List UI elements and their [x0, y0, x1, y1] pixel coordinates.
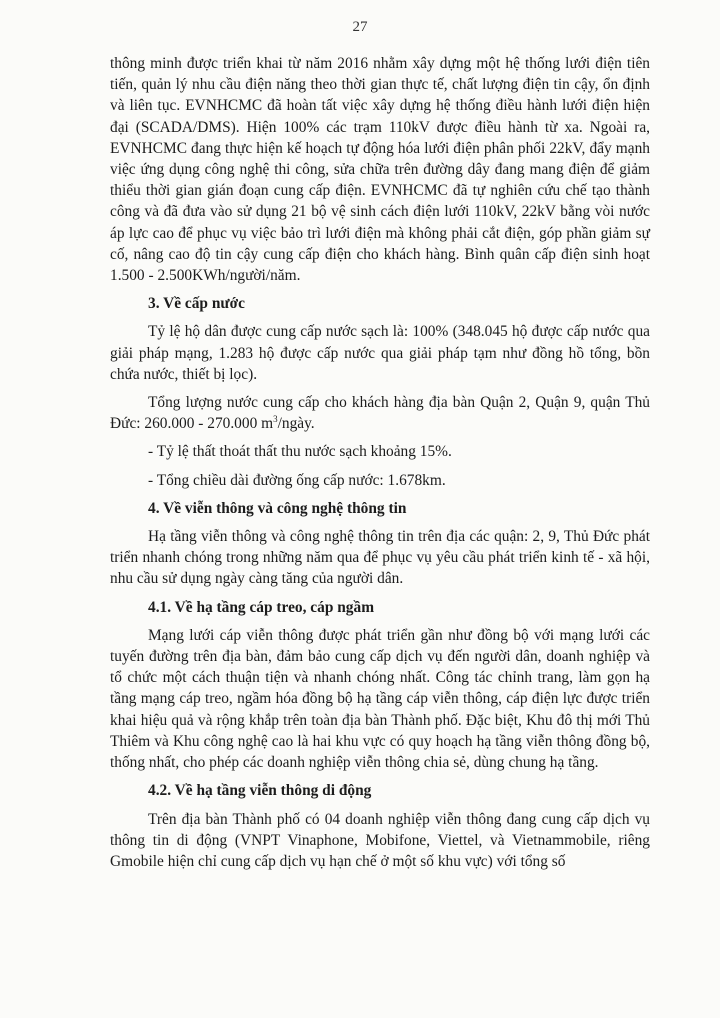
- paragraph-telecom: Hạ tầng viễn thông và công nghệ thông tin trên địa các quận: 2, 9, Thủ Đức phát triển nhanh chóng trong những năm qua để phục vụ yêu cầu phát triển kinh tế - xã hội, nhu cầu sử dụng ngày càng tăng của người dân.: [110, 528, 650, 588]
- bullet-water-loss: - Tỷ lệ thất thoát thất thu nước sạch khoảng 15%.: [148, 443, 452, 461]
- heading-telecom: 4. Về viễn thông và công nghệ thông tin: [148, 499, 407, 517]
- heading-cable-infrastructure: 4.1. Về hạ tầng cáp treo, cáp ngầm: [148, 598, 375, 616]
- page-content: [110, 53, 650, 872]
- paragraph-cable: Mạng lưới cáp viễn thông được phát triển gần như đồng bộ với mạng lưới các tuyến đường trên địa bàn, đảm bảo cung cấp dịch vụ đến người dân, doanh nghiệp và tổ chức một cách thuận tiện và nhanh chóng nhất. Công tác chỉnh trang, làm gọn hạ tầng mạng cáp treo, ngầm hóa đồng bộ hạ tầng cáp viễn thông, cáp điện lực được triển khai hiệu quả và rộng khắp trên toàn địa bàn Thành phố. Đặc biệt, Khu đô thị mới Thủ Thiêm và Khu công nghệ cao là hai khu vực có quy hoạch hạ tầng viễn thông đồng bộ, thống nhất, cho phép các doanh nghiệp viễn thông chia sẻ, dùng chung hạ tầng.: [110, 626, 650, 772]
- paragraph-mobile: Trên địa bàn Thành phố có 04 doanh nghiệp viễn thông đang cung cấp dịch vụ thông tin di động (VNPT Vinaphone, Mobifone, Viettel, và Vietnammobile, riêng Gmobile hiện chỉ cung cấp dịch vụ hạn chế ở một số khu vực) với tổng số: [110, 810, 650, 870]
- water-volume-superscript: 3: [273, 414, 278, 425]
- water-volume-text: Tổng lượng nước cung cấp cho khách hàng địa bàn Quận 2, Quận 9, quận Thủ Đức: 260.000 - 270.000 m: [110, 394, 650, 433]
- paragraph-water-volume: [110, 392, 650, 434]
- bullet-pipe-length: - Tổng chiều dài đường ống cấp nước: 1.678km.: [148, 471, 446, 489]
- page-number: 27: [352, 19, 368, 35]
- heading-mobile-infrastructure: 4.2. Về hạ tầng viễn thông di động: [148, 782, 372, 800]
- paragraph-electric-grid: thông minh được triển khai từ năm 2016 nhằm xây dựng một hệ thống lưới điện tiên tiến, quản lý nhu cầu điện năng theo thời gian thực tế, chất lượng điện tin cậy, ổn định và liên tục. EVNHCMC đã hoàn tất việc xây dựng hệ thống điều hành lưới điện hiện đại (SCADA/DMS). Hiện 100% các trạm 110kV được điều hành từ xa. Ngoài ra, EVNHCMC đang thực hiện kế hoạch tự động hóa lưới điện phân phối 22kV, đẩy mạnh việc ứng dụng công nghệ thi công, sửa chữa trên đường dây đang mang điện để giảm thiểu thời gian gián đoạn cung cấp điện. EVNHCMC đã tự nghiên cứu chế tạo thành công và đã đưa vào sử dụng 21 bộ vệ sinh cách điện lưới 110kV, 22kV bằng vòi nước áp lực cao để phục vụ việc bảo trì lưới điện mà không phải cắt điện, góp phần giảm sự cố, nâng cao độ tin cậy cung cấp điện cho khách hàng. Bình quân cấp điện sinh hoạt 1.500 - 2.500KWh/người/năm.: [110, 55, 650, 285]
- heading-water-supply: 3. Về cấp nước: [148, 295, 245, 313]
- water-volume-unit: /ngày.: [277, 415, 315, 433]
- paragraph-water-rate: Tỷ lệ hộ dân được cung cấp nước sạch là: 100% (348.045 hộ được cấp nước qua giải pháp mạng, 1.283 hộ được cấp nước qua giải pháp tạm như đồng hồ tổng, bồn chứa nước, thiết bị lọc).: [110, 323, 650, 383]
